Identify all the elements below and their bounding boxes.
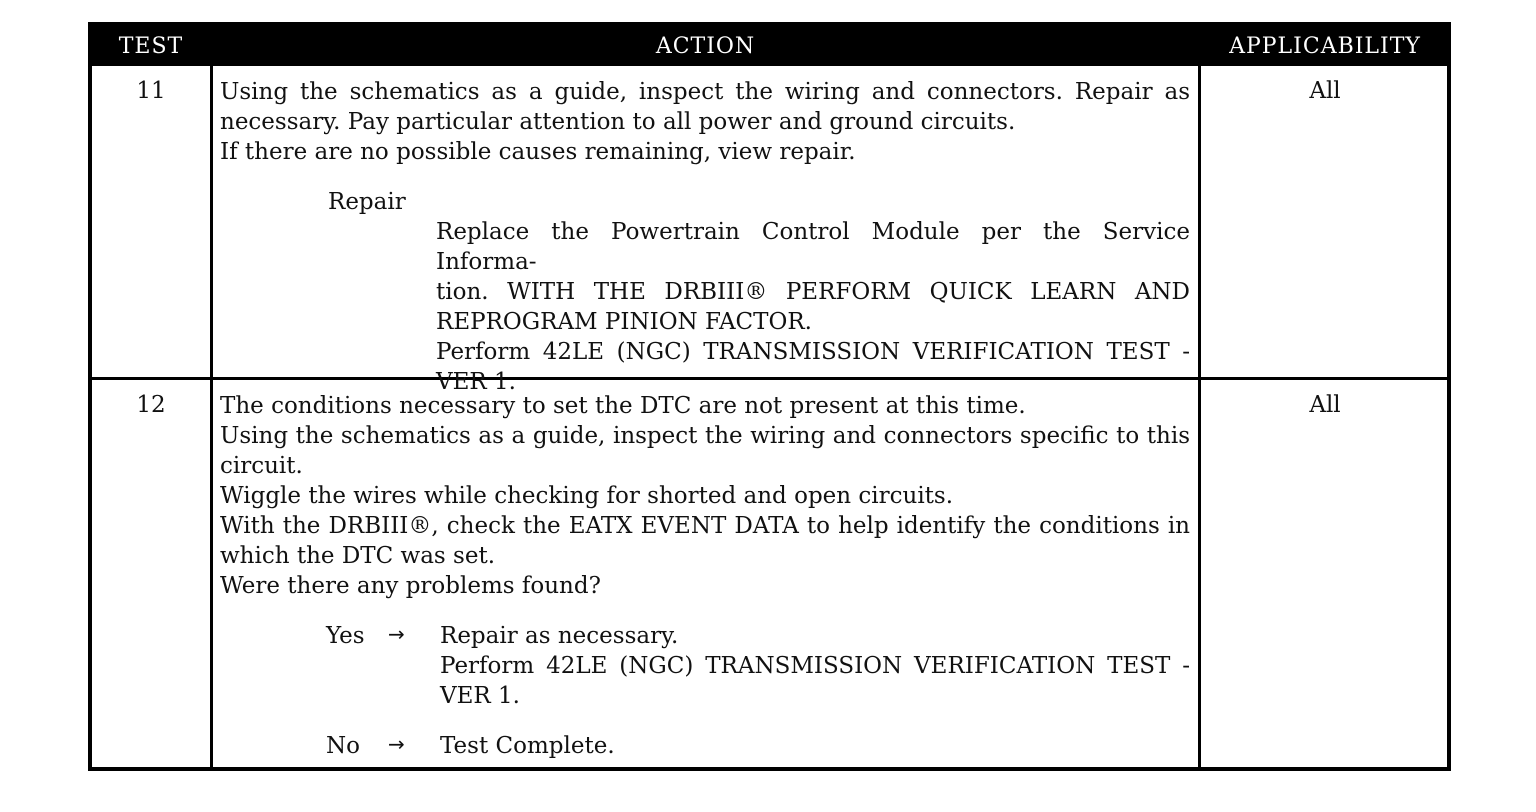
action-text	[220, 77, 1190, 167]
repair-text	[436, 217, 1190, 397]
repair-line: Replace the Powertrain Control Module per the Service Informa-	[436, 219, 1190, 275]
yes-line: VER 1.	[440, 683, 520, 709]
header-applicability: APPLICABILITY	[1229, 34, 1421, 59]
repair-line: Perform 42LE (NGC) TRANSMISSION VERIFICATION TEST -	[436, 339, 1190, 365]
arrow-icon: →	[388, 732, 405, 756]
yes-text	[440, 621, 1190, 711]
action-line: necessary. Pay particular attention to all power and ground circuits.	[220, 109, 1016, 135]
test-number: 11	[136, 78, 166, 104]
action-text	[220, 391, 1190, 601]
action-line: Using the schematics as a guide, inspect the wiring and connectors. Repair as	[220, 79, 1190, 105]
yes-line: Perform 42LE (NGC) TRANSMISSION VERIFICATION TEST -	[440, 653, 1190, 679]
action-line: If there are no possible causes remaining, view repair.	[220, 139, 856, 165]
yes-label: Yes	[326, 623, 365, 649]
table-header	[92, 26, 1447, 66]
action-line: Were there any problems found?	[220, 573, 601, 599]
action-line: With the DRBIII®, check the EATX EVENT DATA to help identify the conditions in	[220, 513, 1190, 539]
arrow-icon: →	[388, 622, 405, 646]
repair-line: VER 1.	[436, 369, 516, 395]
yes-line: Repair as necessary.	[440, 623, 679, 649]
applicability-value: All	[1309, 78, 1341, 104]
repair-line: REPROGRAM PINION FACTOR.	[436, 309, 812, 335]
repair-line: tion. WITH THE DRBIII® PERFORM QUICK LEARN AND	[436, 279, 1190, 305]
action-line: circuit.	[220, 453, 303, 479]
applicability-value: All	[1309, 392, 1341, 418]
action-line: Using the schematics as a guide, inspect the wiring and connectors specific to this	[220, 423, 1190, 449]
header-test: TEST	[118, 34, 184, 59]
test-number: 12	[136, 392, 166, 418]
repair-label: Repair	[328, 189, 406, 215]
diagnostic-table	[88, 22, 1451, 771]
action-line: Wiggle the wires while checking for shorted and open circuits.	[220, 483, 954, 509]
no-label: No	[326, 733, 360, 759]
no-text: Test Complete.	[440, 733, 615, 759]
column-divider	[210, 66, 213, 767]
action-line: which the DTC was set.	[220, 543, 496, 569]
action-line: The conditions necessary to set the DTC are not present at this time.	[220, 393, 1026, 419]
header-action: ACTION	[655, 34, 756, 59]
